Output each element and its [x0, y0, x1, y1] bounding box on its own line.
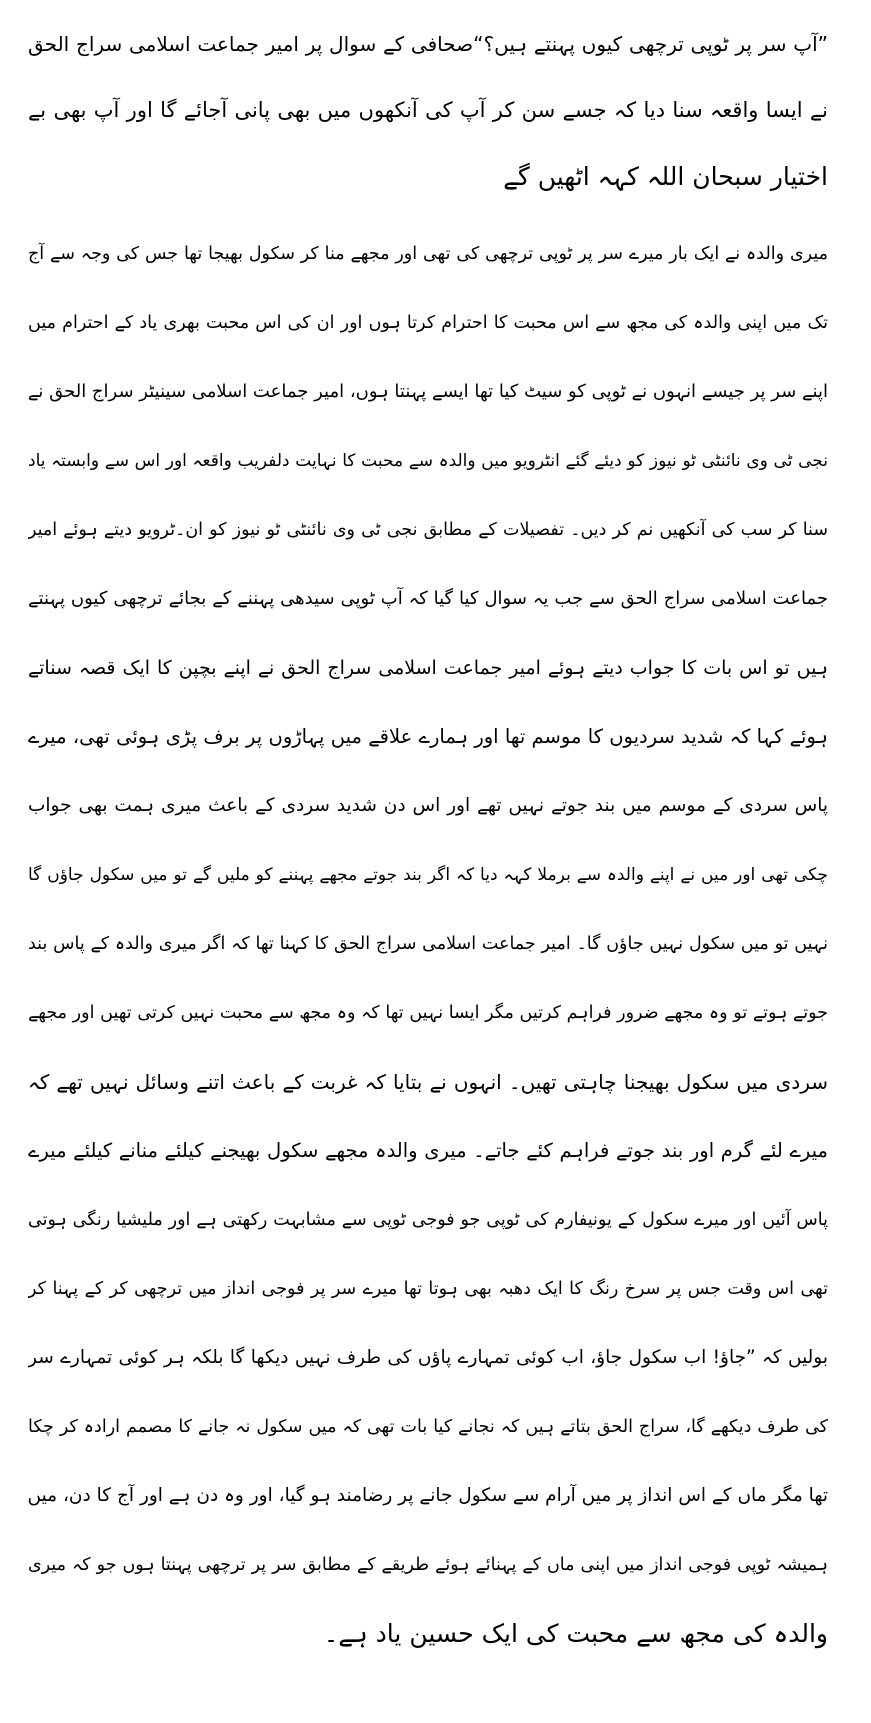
body-line: کی طرف دیکھے گا، سراج الحق بتاتے ہیں کہ نجانے کیا بات تھی کہ میں سکول نہ جانے کا مصمم ارادہ کر چکا [28, 1417, 828, 1437]
body-line: ہوئے کہا کہ شدید سردیوں کا موسم تھا اور ہمارے علاقے میں پہاڑوں پر برف پڑی ہوئی تھی، میرے [28, 725, 828, 748]
body-line: پاس سردی کے موسم میں بند جوتے نہیں تھے اور اس دن شدید سردی کے باعث میری ہمت بھی جواب [28, 795, 828, 816]
body-line: سردی میں سکول بھیجنا چاہتی تھیں۔ انہوں نے بتایا کہ غربت کے باعث اتنے وسائل نہیں تھے کہ [28, 1070, 828, 1094]
body-line: میرے لئے گرم اور بند جوتے فراہم کئے جاتے۔ میری والدہ مجھے سکول بھیجنے کیلئے منانے کیلئے میرے [28, 1139, 828, 1162]
heading-line: اختیار سبحان اللہ کہہ اٹھیں گے [503, 162, 828, 191]
body-line: جماعت اسلامی سراج الحق سے جب یہ سوال کیا گیا کہ آپ ٹوپی سیدھی پہننے کے بجائے ترچھی کیوں پہنتے [28, 588, 828, 609]
body-line: جوتے ہوتے تو وہ مجھے ضرور فراہم کرتیں مگر ایسا نہیں تھا کہ وہ مجھ سے محبت نہیں کرتی تھیں اور مجھے [28, 1003, 828, 1023]
body-line: چکی تھی اور میں نے اپنے والدہ سے برملا کہہ دیا کہ اگر بند جوتے مجھے پہننے کو ملیں گے تو میں سکول جاؤں گا [28, 865, 828, 885]
body-line: بولیں کہ ”جاؤ! اب سکول جاؤ، اب کوئی تمہارے پاؤں کی طرف نہیں دیکھا گا بلکہ ہر کوئی تمہارے سر [28, 1347, 828, 1368]
heading-line: ”آپ سر پر ٹوپی ترچھی کیوں پہنتے ہیں؟“صحافی کے سوال پر امیر جماعت اسلامی سراج الحق [28, 32, 828, 56]
article-page [28, 18, 828, 1708]
body-line: نہیں تو میں سکول نہیں جاؤں گا۔ امیر جماعت اسلامی سراج الحق کا کہنا تھا کہ اگر میری والدہ کے پاس بند [28, 934, 828, 954]
body-line: میری والدہ نے ایک بار میرے سر پر ٹوپی ترچھی کی تھی اور مجھے منا کر سکول بھیجا تھا جس کی وجہ سے آج [28, 244, 828, 264]
body-line: ہیں تو اس بات کا جواب دیتے ہوئے امیر جماعت اسلامی سراج الحق نے اپنے بچپن کا ایک قصہ سناتے [28, 657, 828, 679]
body-line: نجی ٹی وی نائنٹی ٹو نیوز کو دیئے گئے انٹرویو میں والدہ سے محبت کا نہایت دلفریب واقعہ اور اس سے وابستہ یاد [28, 451, 828, 471]
body-line: تھی اس وقت جس پر سرخ رنگ کا ایک دھبہ بھی ہوتا تھا میرے سر پر فوجی انداز میں ترچھی کر کے پہنا کر [28, 1279, 828, 1299]
body-line: والدہ کی مجھ سے محبت کی ایک حسین یاد ہے۔ [323, 1619, 828, 1648]
body-line: تک میں اپنی والدہ کی مجھ سے اس محبت کا احترام کرتا ہوں اور ان کی اس محبت بھری یاد کے احترام میں [28, 313, 828, 333]
body-line: تھا مگر ماں کے اس انداز پر میں آرام سے سکول جانے پر رضامند ہو گیا، اور وہ دن ہے اور آج کا دن، میں [28, 1485, 828, 1506]
heading-line: نے ایسا واقعہ سنا دیا کہ جسے سن کر آپ کی آنکھوں میں بھی پانی آجائے گا اور آپ بھی بے [28, 98, 828, 122]
body-line: پاس آئیں اور میرے سکول کے یونیفارم کی ٹوپی جو فوجی ٹوپی سے مشابہت رکھتی ہے اور ملیشیا رنگی ہوتی [28, 1210, 828, 1230]
body-line: اپنے سر پر جیسے انہوں نے ٹوپی کو سیٹ کیا تھا ایسے پہنتا ہوں، امیر جماعت اسلامی سینیٹر سراج الحق نے [28, 381, 828, 402]
body-line: سنا کر سب کی آنکھیں نم کر دیں۔ تفصیلات کے مطابق نجی ٹی وی نائنٹی ٹو نیوز کو ان۔ٹرویو دیتے ہوئے امیر [28, 520, 828, 540]
body-line: ہمیشہ ٹوپی فوجی انداز میں اپنی ماں کے پہنائے ہوئے طریقے کے مطابق سر پر ترچھی پہنتا ہوں جو کہ میری [28, 1555, 828, 1575]
